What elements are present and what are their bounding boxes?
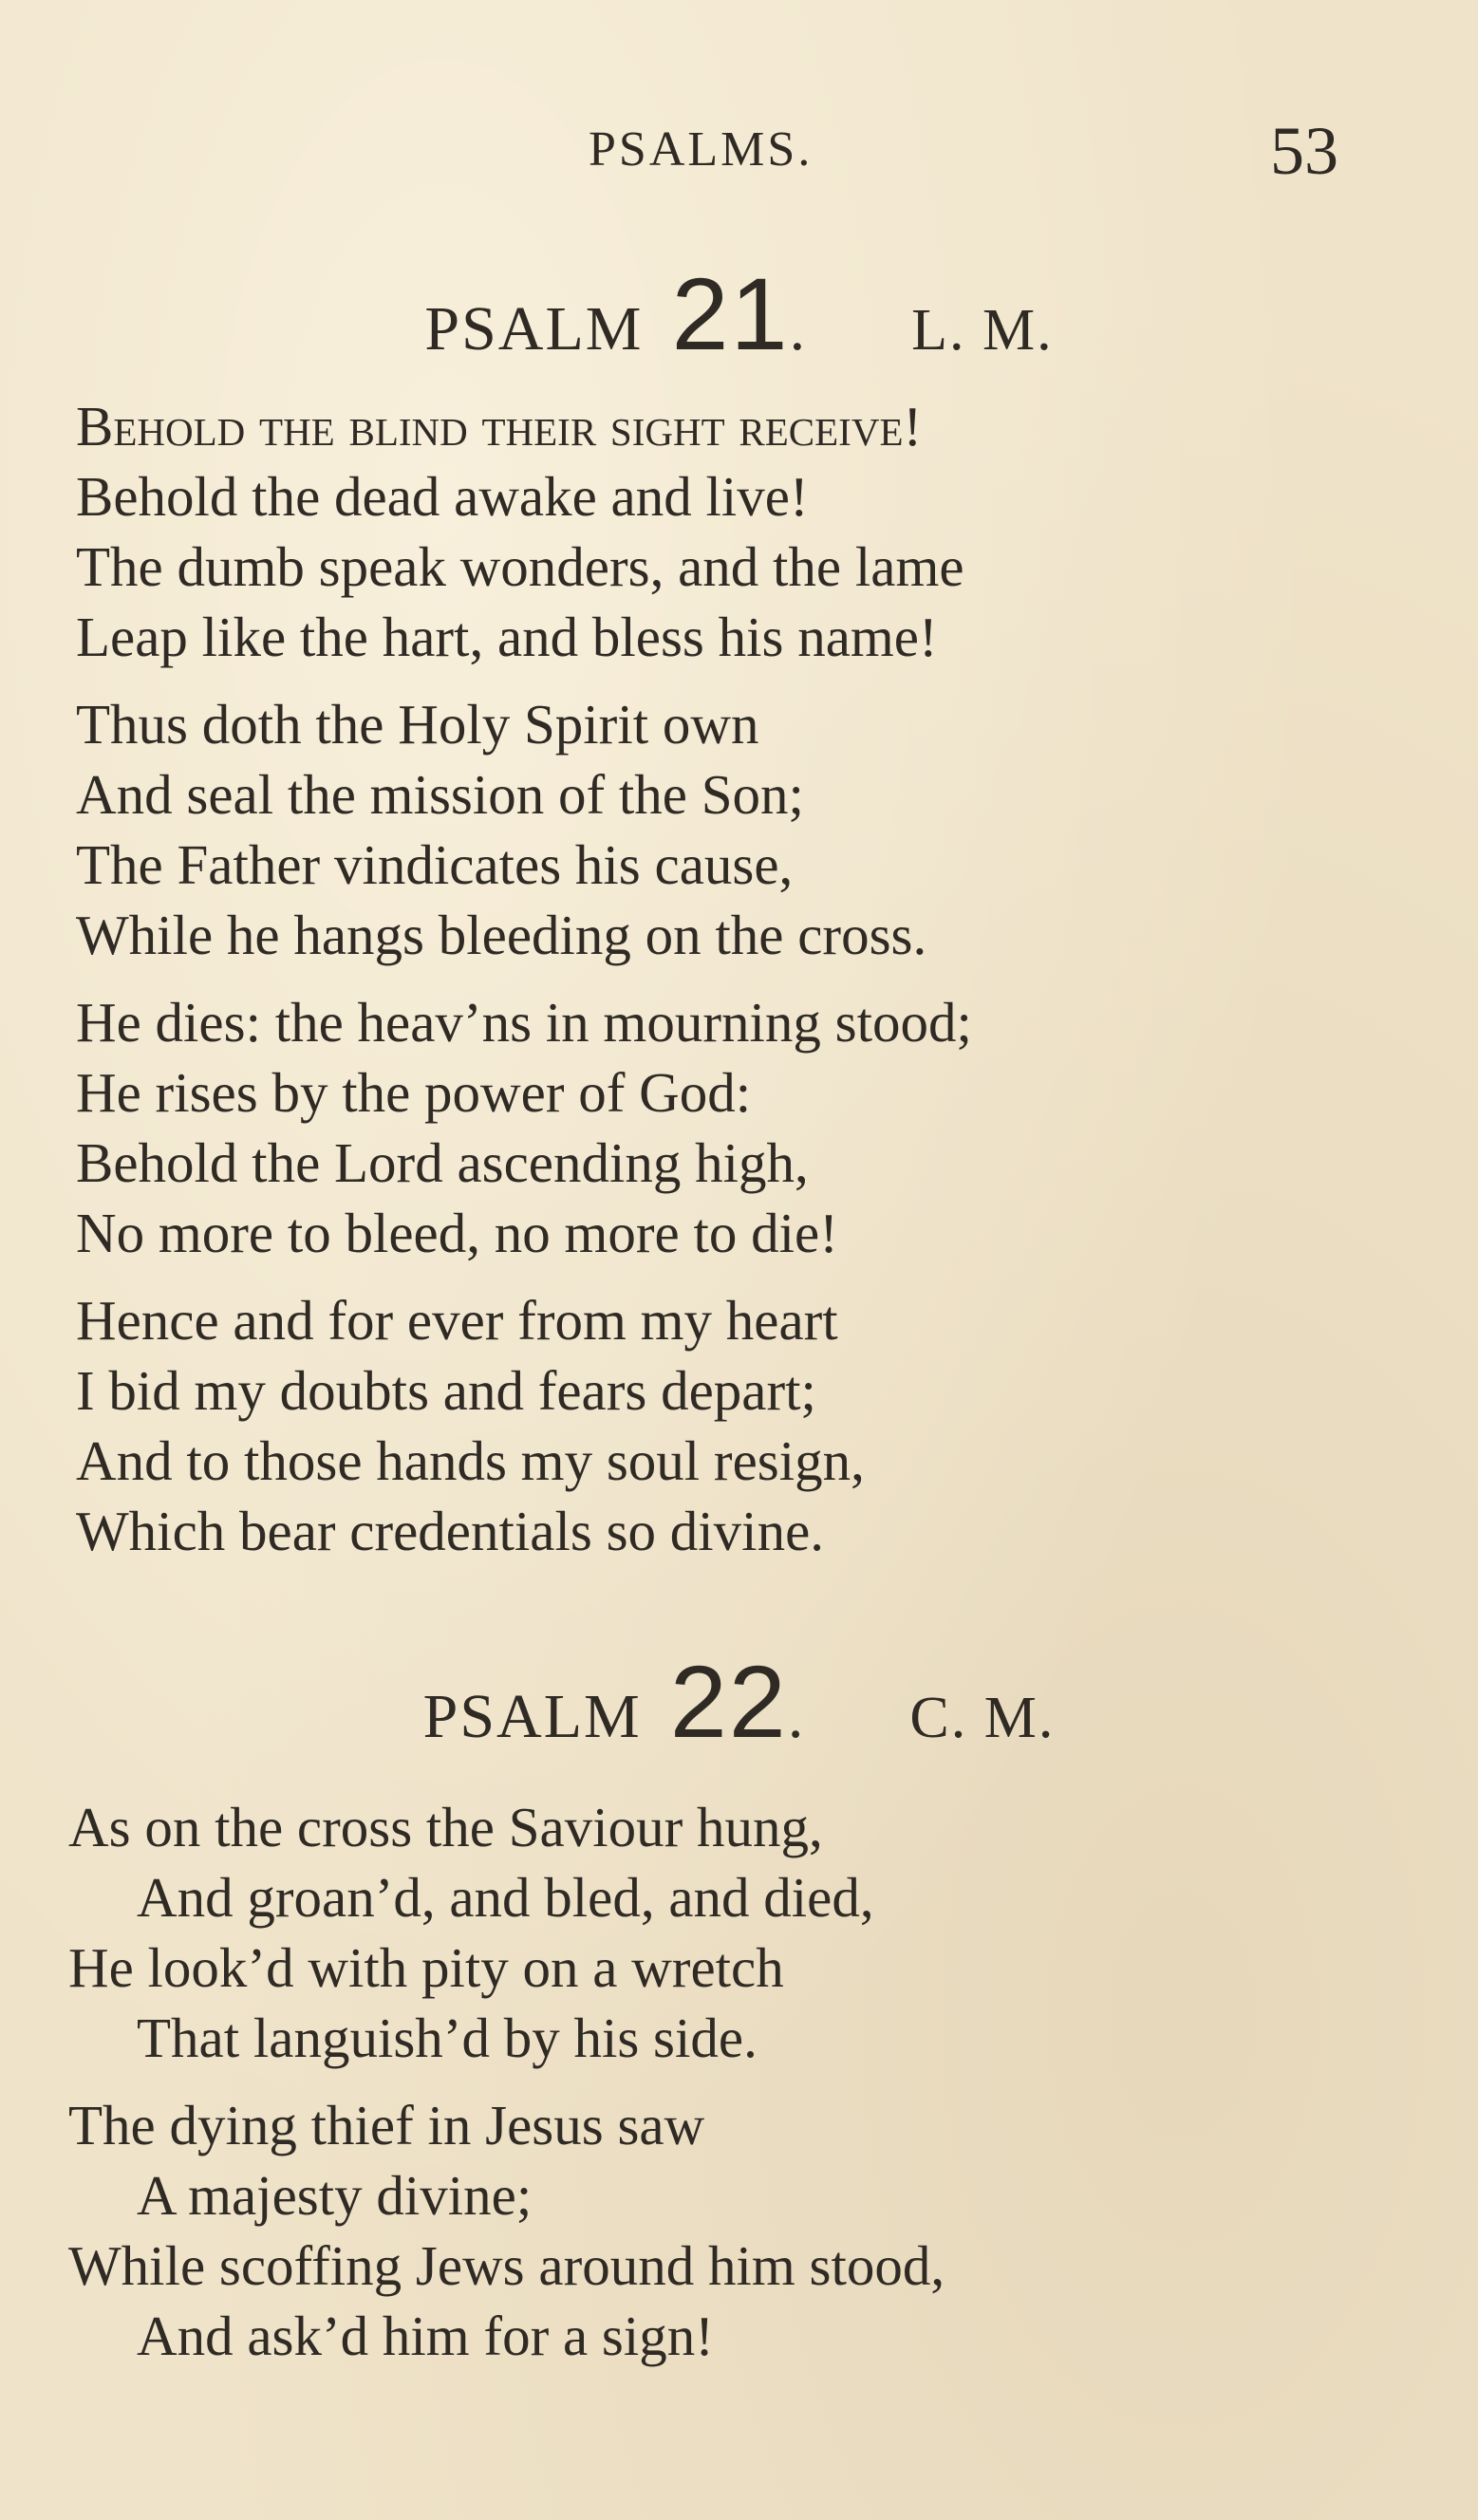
psalm-meter: C. M. — [909, 1686, 1056, 1750]
hymn-line: And to those hands my soul resign, — [76, 1429, 865, 1492]
psalm-21-heading: PSALM 21. L. M. — [424, 256, 1054, 371]
hymn-line: The Father vindicates his cause, — [76, 833, 794, 896]
hymn-line: I bid my doubts and fears depart; — [76, 1359, 816, 1422]
hymn-line: The dumb speak wonders, and the lame — [76, 535, 964, 598]
stanza — [68, 1792, 1397, 2073]
hymn-line: Behold the dead awake and live! — [76, 465, 809, 528]
running-title: PSALMS. — [589, 122, 814, 177]
hymn-line: He dies: the heav’ns in mourning stood; — [76, 991, 972, 1054]
psalm-number: 22 — [669, 1644, 788, 1759]
hymn-line: While scoffing Jews around him stood, — [68, 2234, 945, 2297]
stanza — [76, 987, 1405, 1268]
hymn-line: Behold the Lord ascending high, — [76, 1131, 809, 1194]
stanza — [76, 689, 1405, 970]
stanza — [76, 391, 1405, 672]
stanza — [68, 2090, 1397, 2371]
psalm-number: 21 — [671, 256, 790, 371]
hymn-line: No more to bleed, no more to die! — [76, 1202, 838, 1264]
hymn-line: Behold the blind their sight receive! — [76, 395, 923, 457]
psalm-label: PSALM — [422, 1682, 642, 1751]
hymn-line: A majesty divine; — [137, 2164, 533, 2227]
hymn-line: And groan’d, and bled, and died, — [137, 1866, 874, 1929]
hymn-line: Which bear credentials so divine. — [76, 1500, 825, 1562]
psalm-22-text — [68, 1792, 1397, 2388]
psalm-21-text — [76, 391, 1405, 1583]
hymn-line: Leap like the hart, and bless his name! — [76, 606, 938, 668]
hymn-line: Thus doth the Holy Spirit own — [76, 693, 759, 756]
psalm-22-heading: PSALM 22. C. M. — [422, 1644, 1056, 1759]
hymn-line: And ask’d him for a sign! — [137, 2305, 714, 2367]
hymn-line: Hence and for ever from my heart — [76, 1289, 838, 1352]
psalm-meter: L. M. — [911, 298, 1054, 363]
hymn-line: He rises by the power of God: — [76, 1061, 752, 1124]
hymn-line: While he hangs bleeding on the cross. — [76, 904, 927, 966]
hymn-line: As on the cross the Saviour hung, — [68, 1796, 823, 1858]
stanza — [76, 1285, 1405, 1566]
hymn-line: The dying thief in Jesus saw — [68, 2094, 705, 2156]
psalm-label: PSALM — [424, 294, 644, 364]
hymn-line: And seal the mission of the Son; — [76, 763, 804, 826]
hymn-line: That languish’d by his side. — [137, 2007, 758, 2069]
page-number: 53 — [1270, 113, 1338, 189]
hymn-line: He look’d with pity on a wretch — [68, 1936, 784, 1999]
